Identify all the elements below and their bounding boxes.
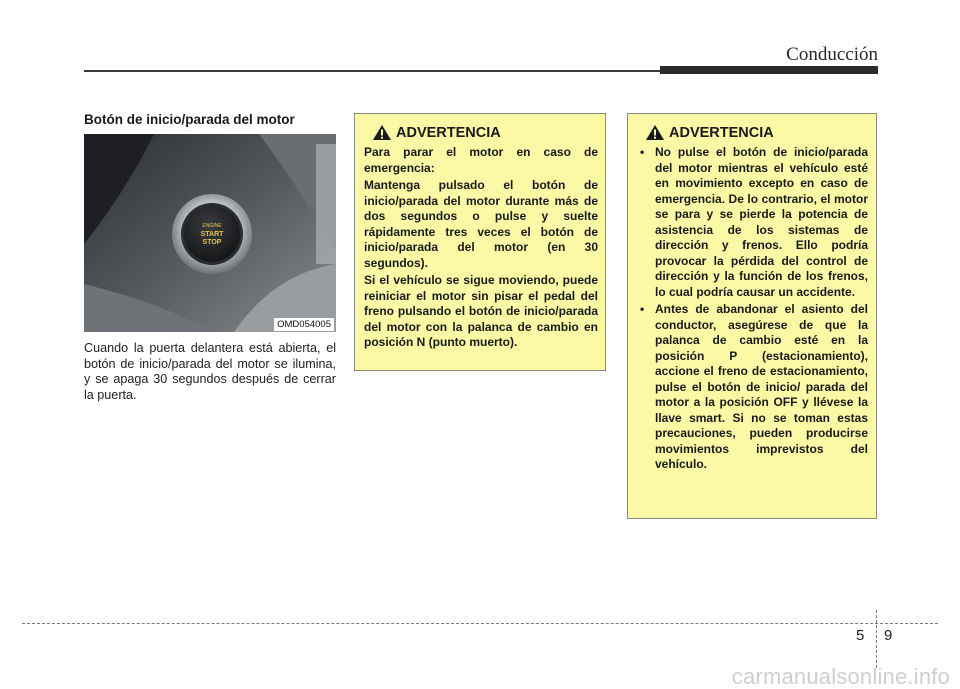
body-paragraph: Cuando la puerta delantera está abierta, el botón de inicio/parada del motor se ilumina, y se apaga 30 segundos después de cerrar la puerta.	[84, 341, 336, 402]
page-number: 9	[884, 627, 893, 644]
chapter-title: Conducción	[786, 44, 878, 65]
section-heading: Botón de inicio/parada del motor	[84, 112, 295, 127]
warning-header	[372, 124, 598, 141]
list-item: • No pulse el botón de inicio/parada del motor mientras el vehículo esté en movimiento excepto en caso de emergencia. De lo contrario, el motor se para y se pierde la potencia de asistencia de los sistemas de dirección y frenos. Ello podría provocar la pérdida del control de dirección y la función de los frenos, lo cual podría causar un accidente.	[637, 145, 868, 300]
header-rule	[84, 70, 662, 72]
start-label: START	[200, 231, 224, 238]
warning-title: ADVERTENCIA	[669, 124, 774, 141]
footer-rule	[22, 623, 938, 624]
warning-title: ADVERTENCIA	[396, 124, 501, 141]
dashboard-illustration	[84, 134, 336, 332]
warning-header	[645, 124, 868, 141]
stop-label: STOP	[202, 239, 222, 246]
warning-text: Si el vehículo se sigue moviendo, puede reiniciar el motor sin pisar el pedal del freno pulsando el botón de inicio/parada del motor con la palanca de cambio en posición N (punto muerto).	[364, 273, 598, 349]
warning-triangle-icon	[645, 124, 665, 141]
header-bar	[660, 66, 878, 74]
warning-text: Mantenga pulsado el botón de inicio/parada del motor durante más de dos segundos o pulse y suelte rápidamente tres veces el botón de inicio/parada del motor (en 30 segundos).	[364, 178, 598, 270]
engine-button-photo	[84, 134, 336, 332]
watermark: carmanualsonline.info	[731, 664, 950, 689]
page-divider	[876, 610, 877, 668]
list-item: • Antes de abandonar el asiento del conductor, asegúrese de que la palanca de cambio esté en la posición P (estacionamiento), accione el freno de estacionamiento, pulse el botón de inicio/ parada del motor a la posición OFF y llévese la llave smart. Si no se toman estas precauciones, pueden producirse movimientos imprevistos del vehículo.	[637, 302, 868, 473]
engine-label: ENGINE	[202, 223, 222, 229]
warning-box-emergency	[354, 113, 606, 371]
warning-text: Para parar el motor en caso de emergencia:	[364, 145, 598, 175]
warning-triangle-icon	[372, 124, 392, 141]
warning-list	[637, 145, 868, 473]
photo-code: OMD054005	[274, 318, 334, 331]
chapter-number: 5	[856, 627, 865, 644]
warning-box-driving	[627, 113, 877, 519]
